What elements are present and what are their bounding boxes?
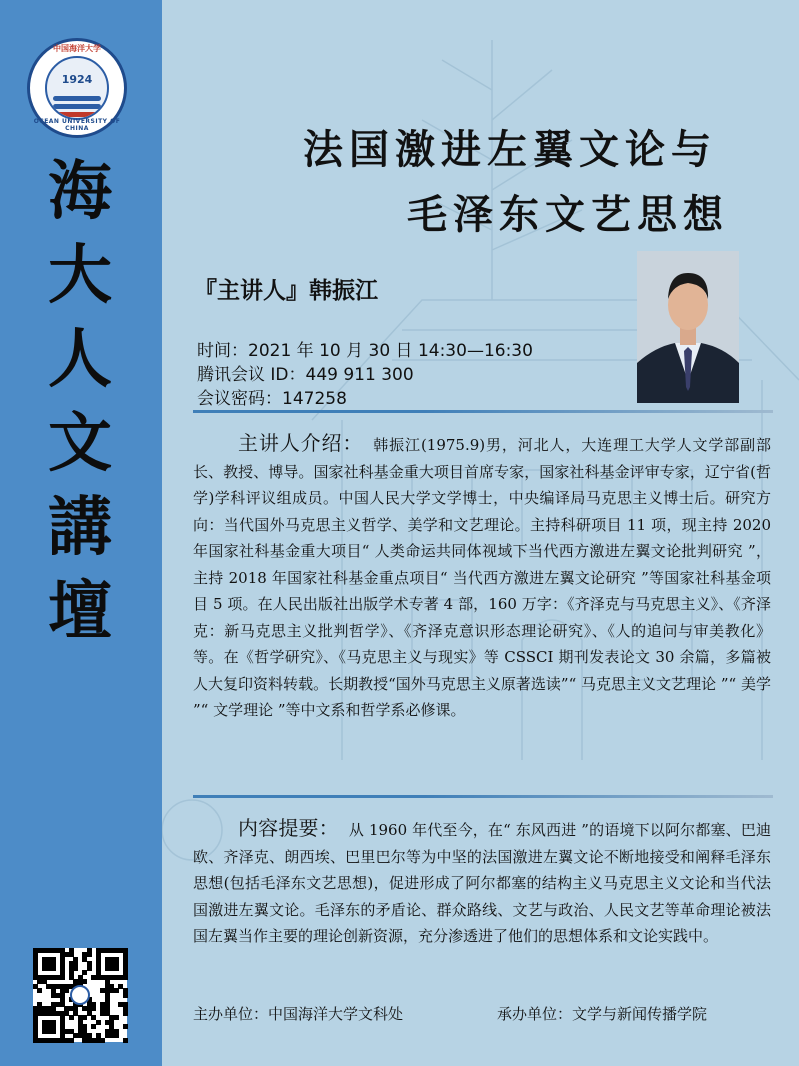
qr-module	[109, 948, 114, 953]
forum-name	[40, 150, 120, 654]
qr-module	[46, 961, 51, 966]
qr-module	[55, 948, 60, 953]
qr-module	[51, 948, 56, 953]
forum-name-char: 人	[48, 322, 112, 397]
qr-module	[73, 1006, 78, 1011]
qr-module	[87, 961, 92, 966]
qr-module	[46, 957, 51, 962]
qr-module	[96, 1038, 101, 1043]
qr-module	[33, 1029, 38, 1034]
qr-module	[109, 988, 114, 993]
qr-module	[114, 988, 119, 993]
qr-module	[42, 1038, 47, 1043]
qr-module	[64, 1038, 69, 1043]
qr-module	[109, 984, 114, 989]
qr-module	[33, 1038, 38, 1043]
wave-icon	[53, 112, 101, 117]
qr-module	[109, 966, 114, 971]
qr-module	[64, 1006, 69, 1011]
qr-module	[60, 1020, 65, 1025]
university-logo	[27, 38, 127, 138]
qr-module	[96, 970, 101, 975]
qr-module	[37, 1002, 42, 1007]
qr-module	[105, 961, 110, 966]
wave-icon	[53, 104, 101, 109]
qr-module	[78, 1020, 83, 1025]
qr-module	[37, 1038, 42, 1043]
organizer: 主办单位：中国海洋大学文科处	[193, 1005, 404, 1023]
qr-module	[46, 1029, 51, 1034]
qr-module	[42, 975, 47, 980]
qr-module	[109, 1020, 114, 1025]
qr-module	[73, 1033, 78, 1038]
qr-module	[51, 961, 56, 966]
qr-module	[105, 966, 110, 971]
qr-module	[69, 966, 74, 971]
speaker-intro-text: 韩振江(1975.9)男，河北人，大连理工大学人文学部副部长、教授、博导。国家社科基金重大项目首席专家，国家社科基金评审专家，辽宁省(哲学)学科评议组成员。中国人民大学文学博士，中央编译局马克思主义博士后。研究方向：当代国外马克思主义哲学、美学和文艺理论。主持科研项目 11 项，现主持 2020 年国家社科基金重大项目“ 人类命运共同体视域下当代西方激进左翼文论批判研究 ”，主持 2018 年国家社科基金重点项目“ 当代西方激进左翼文论研究 ”等国家社科基金项目 5 项。在人民出版社出版学术专著 4 部，160 万字：《齐泽克与马克思主义》、《齐泽克：新马克思主义批判哲学》、《齐泽克意识形态理论研究》、《人的追问与审美教化》等。在《哲学研究》、《马克思主义与现实》等 CSSCI 期刊发表论文 30 余篇，多篇被人大复印资料转载。长期教授“国外马克思主义原著选读”“ 马克思主义文艺理论 ”“ 美学 ”“ 文学理论 ”等中文系和哲学系必修课。	[193, 436, 771, 719]
qr-module	[42, 1006, 47, 1011]
qr-module	[109, 961, 114, 966]
qr-module	[91, 1038, 96, 1043]
qr-module	[73, 961, 78, 966]
qr-module	[73, 957, 78, 962]
qr-module	[109, 1033, 114, 1038]
qr-module	[78, 1015, 83, 1020]
qr-module	[33, 1033, 38, 1038]
qr-module	[51, 957, 56, 962]
content-summary	[193, 815, 771, 950]
qr-module	[33, 1006, 38, 1011]
qr-module	[82, 957, 87, 962]
qr-module	[91, 1002, 96, 1007]
qr-module	[123, 1011, 128, 1016]
qr-module	[51, 988, 56, 993]
qr-module	[55, 993, 60, 998]
qr-module	[33, 984, 38, 989]
qr-module	[82, 1038, 87, 1043]
qr-module	[73, 1011, 78, 1016]
qr-module	[60, 997, 65, 1002]
qr-module	[100, 1011, 105, 1016]
logo-emblem	[45, 56, 109, 120]
qr-module	[91, 1024, 96, 1029]
qr-module	[33, 966, 38, 971]
qr-module	[69, 961, 74, 966]
meeting-password: 会议密码：147258	[197, 389, 347, 409]
qr-module	[118, 1002, 123, 1007]
qr-module	[123, 948, 128, 953]
qr-module	[105, 1033, 110, 1038]
qr-module	[82, 1024, 87, 1029]
forum-name-char: 文	[48, 406, 112, 481]
qr-module	[105, 1011, 110, 1016]
qr-module	[42, 1011, 47, 1016]
qr-module	[60, 957, 65, 962]
qr-module	[105, 979, 110, 984]
summary-label: 内容提要：	[238, 816, 339, 840]
qr-module	[96, 1020, 101, 1025]
qr-module	[96, 952, 101, 957]
qr-module	[55, 975, 60, 980]
qr-module	[42, 961, 47, 966]
qr-module	[60, 970, 65, 975]
qr-module	[33, 957, 38, 962]
qr-module	[82, 952, 87, 957]
qr-module	[37, 1011, 42, 1016]
qr-module	[33, 948, 38, 953]
qr-module	[60, 1011, 65, 1016]
qr-module	[105, 997, 110, 1002]
qr-module	[60, 1038, 65, 1043]
qr-module	[87, 1038, 92, 1043]
qr-module	[55, 1011, 60, 1016]
qr-module	[51, 966, 56, 971]
qr-module	[87, 952, 92, 957]
qr-module	[69, 952, 74, 957]
qr-module	[73, 966, 78, 971]
meeting-id: 腾讯会议 ID：449 911 300	[197, 365, 414, 385]
qr-module	[42, 1020, 47, 1025]
qr-module	[87, 1033, 92, 1038]
qr-module	[33, 975, 38, 980]
qr-module	[33, 1015, 38, 1020]
qr-module	[55, 1038, 60, 1043]
qr-module	[105, 1002, 110, 1007]
qr-module	[100, 988, 105, 993]
forum-name-char: 大	[48, 238, 112, 313]
qr-module	[123, 952, 128, 957]
qr-module	[42, 948, 47, 953]
qr-module	[114, 1033, 119, 1038]
lecture-title-line1: 法国激进左翼文论与	[303, 126, 717, 173]
forum-name-char: 壇	[48, 574, 112, 649]
qr-module	[69, 1038, 74, 1043]
qr-module	[46, 1020, 51, 1025]
qr-module	[100, 1002, 105, 1007]
qr-module	[96, 948, 101, 953]
speaker-intro-label: 主讲人介绍：	[238, 431, 364, 455]
qr-module	[51, 1024, 56, 1029]
qr-module	[100, 1038, 105, 1043]
qr-module	[33, 1020, 38, 1025]
qr-module	[96, 957, 101, 962]
section-divider	[193, 410, 773, 413]
qr-module	[51, 1002, 56, 1007]
qr-module	[64, 1029, 69, 1034]
qr-module	[42, 966, 47, 971]
qr-module	[37, 975, 42, 980]
qr-module	[100, 1006, 105, 1011]
qr-code	[33, 948, 127, 1042]
qr-module	[42, 1024, 47, 1029]
qr-module	[42, 1029, 47, 1034]
qr-module	[42, 979, 47, 984]
qr-module	[51, 984, 56, 989]
qr-module	[51, 1020, 56, 1025]
qr-module	[55, 1002, 60, 1007]
qr-module	[105, 957, 110, 962]
qr-module	[51, 993, 56, 998]
qr-module	[51, 1029, 56, 1034]
qr-module	[64, 984, 69, 989]
qr-module	[82, 1015, 87, 1020]
qr-module	[33, 961, 38, 966]
speaker-intro	[193, 430, 771, 724]
qr-module	[123, 1006, 128, 1011]
qr-module	[46, 975, 51, 980]
qr-module	[114, 1015, 119, 1020]
qr-module	[46, 948, 51, 953]
qr-module	[91, 1015, 96, 1020]
qr-module	[78, 1033, 83, 1038]
qr-module	[123, 1002, 128, 1007]
logo-cn-name: 中国海洋大学	[53, 44, 101, 53]
qr-module	[46, 1038, 51, 1043]
qr-module	[37, 979, 42, 984]
qr-module	[60, 975, 65, 980]
qr-module	[114, 1029, 119, 1034]
qr-module	[82, 979, 87, 984]
qr-module	[87, 948, 92, 953]
qr-module	[37, 948, 42, 953]
qr-module	[69, 975, 74, 980]
qr-module	[82, 1029, 87, 1034]
qr-module	[33, 1024, 38, 1029]
qr-module	[60, 993, 65, 998]
summary-text: 从 1960 年代至今，在“ 东风西进 ”的语境下以阿尔都塞、巴迪欧、齐泽克、朗西埃、巴里巴尔等为中坚的法国激进左翼文论不断地接受和阐释毛泽东思想(包括毛泽东文艺思想)，促进形成了阿尔都塞的结构主义马克思主义文论和当代法国激进左翼文论。毛泽东的矛盾论、群众路线、文艺与政治、人民文艺等革命理论被法国左翼当作主要的理论创新资源，充分渗透进了他们的思想体系和文论实践中。	[193, 821, 772, 945]
qr-module	[118, 984, 123, 989]
qr-module	[96, 975, 101, 980]
qr-module	[96, 961, 101, 966]
qr-module	[60, 966, 65, 971]
qr-module	[109, 1015, 114, 1020]
host-unit: 承办单位：文学与新闻传播学院	[497, 1005, 708, 1023]
qr-module	[118, 975, 123, 980]
qr-module	[60, 948, 65, 953]
qr-module	[123, 957, 128, 962]
qr-logo-icon	[70, 985, 90, 1005]
qr-module	[82, 970, 87, 975]
qr-module	[69, 970, 74, 975]
qr-module	[123, 961, 128, 966]
qr-module	[46, 1006, 51, 1011]
qr-module	[46, 1011, 51, 1016]
qr-module	[33, 952, 38, 957]
qr-module	[51, 1038, 56, 1043]
qr-module	[109, 1029, 114, 1034]
qr-module	[78, 1024, 83, 1029]
qr-module	[105, 993, 110, 998]
logo-year: 1924	[61, 73, 93, 86]
qr-module	[42, 957, 47, 962]
qr-module	[123, 966, 128, 971]
qr-module	[33, 970, 38, 975]
qr-module	[37, 1006, 42, 1011]
qr-module	[114, 948, 119, 953]
speaker-label: 『主讲人』韩振江	[194, 277, 378, 304]
qr-module	[78, 1029, 83, 1034]
qr-module	[60, 961, 65, 966]
qr-module	[100, 975, 105, 980]
qr-module	[60, 988, 65, 993]
qr-module	[105, 975, 110, 980]
qr-module	[114, 961, 119, 966]
qr-module	[123, 975, 128, 980]
qr-module	[96, 1033, 101, 1038]
qr-module	[69, 1006, 74, 1011]
qr-module	[73, 979, 78, 984]
qr-module	[96, 966, 101, 971]
qr-module	[78, 979, 83, 984]
qr-module	[69, 1015, 74, 1020]
qr-module	[105, 1006, 110, 1011]
qr-module	[105, 1020, 110, 1025]
qr-module	[64, 988, 69, 993]
qr-module	[60, 952, 65, 957]
qr-module	[123, 988, 128, 993]
qr-module	[51, 1006, 56, 1011]
qr-module	[87, 1011, 92, 1016]
wave-icon	[53, 96, 101, 101]
qr-module	[105, 988, 110, 993]
qr-module	[37, 988, 42, 993]
qr-module	[33, 1011, 38, 1016]
qr-module	[60, 1002, 65, 1007]
qr-module	[114, 975, 119, 980]
lecture-title-line2: 毛泽东文艺思想	[407, 191, 729, 238]
logo-en-name: OCEAN UNIVERSITY OF CHINA	[33, 118, 121, 132]
qr-module	[46, 984, 51, 989]
qr-module	[105, 984, 110, 989]
qr-module	[64, 1011, 69, 1016]
qr-module	[46, 966, 51, 971]
qr-module	[123, 1024, 128, 1029]
qr-module	[55, 984, 60, 989]
qr-module	[123, 970, 128, 975]
qr-module	[46, 1024, 51, 1029]
forum-name-char: 海	[48, 154, 112, 229]
qr-module	[91, 1006, 96, 1011]
qr-module	[100, 948, 105, 953]
qr-module	[69, 948, 74, 953]
qr-module	[87, 1002, 92, 1007]
sidebar	[0, 0, 162, 1066]
lecture-time: 时间：2021 年 10 月 30 日 14:30—16:30	[197, 341, 533, 361]
qr-module	[105, 1029, 110, 1034]
speaker-photo	[637, 251, 739, 403]
forum-name-char: 講	[48, 490, 112, 565]
qr-module	[123, 1038, 128, 1043]
qr-module	[109, 957, 114, 962]
qr-module	[60, 1033, 65, 1038]
qr-module	[87, 1006, 92, 1011]
qr-module	[60, 1029, 65, 1034]
qr-module	[51, 1011, 56, 1016]
qr-module	[109, 1024, 114, 1029]
qr-module	[82, 1033, 87, 1038]
section-divider	[193, 795, 773, 798]
qr-module	[114, 966, 119, 971]
qr-module	[64, 952, 69, 957]
qr-module	[60, 984, 65, 989]
qr-module	[60, 1015, 65, 1020]
qr-module	[114, 957, 119, 962]
qr-module	[118, 948, 123, 953]
qr-module	[91, 975, 96, 980]
qr-module	[109, 975, 114, 980]
qr-module	[60, 1024, 65, 1029]
qr-module	[87, 966, 92, 971]
qr-module	[105, 948, 110, 953]
qr-module	[123, 993, 128, 998]
qr-module	[69, 1029, 74, 1034]
qr-module	[82, 1006, 87, 1011]
qr-module	[78, 975, 83, 980]
qr-module	[51, 975, 56, 980]
